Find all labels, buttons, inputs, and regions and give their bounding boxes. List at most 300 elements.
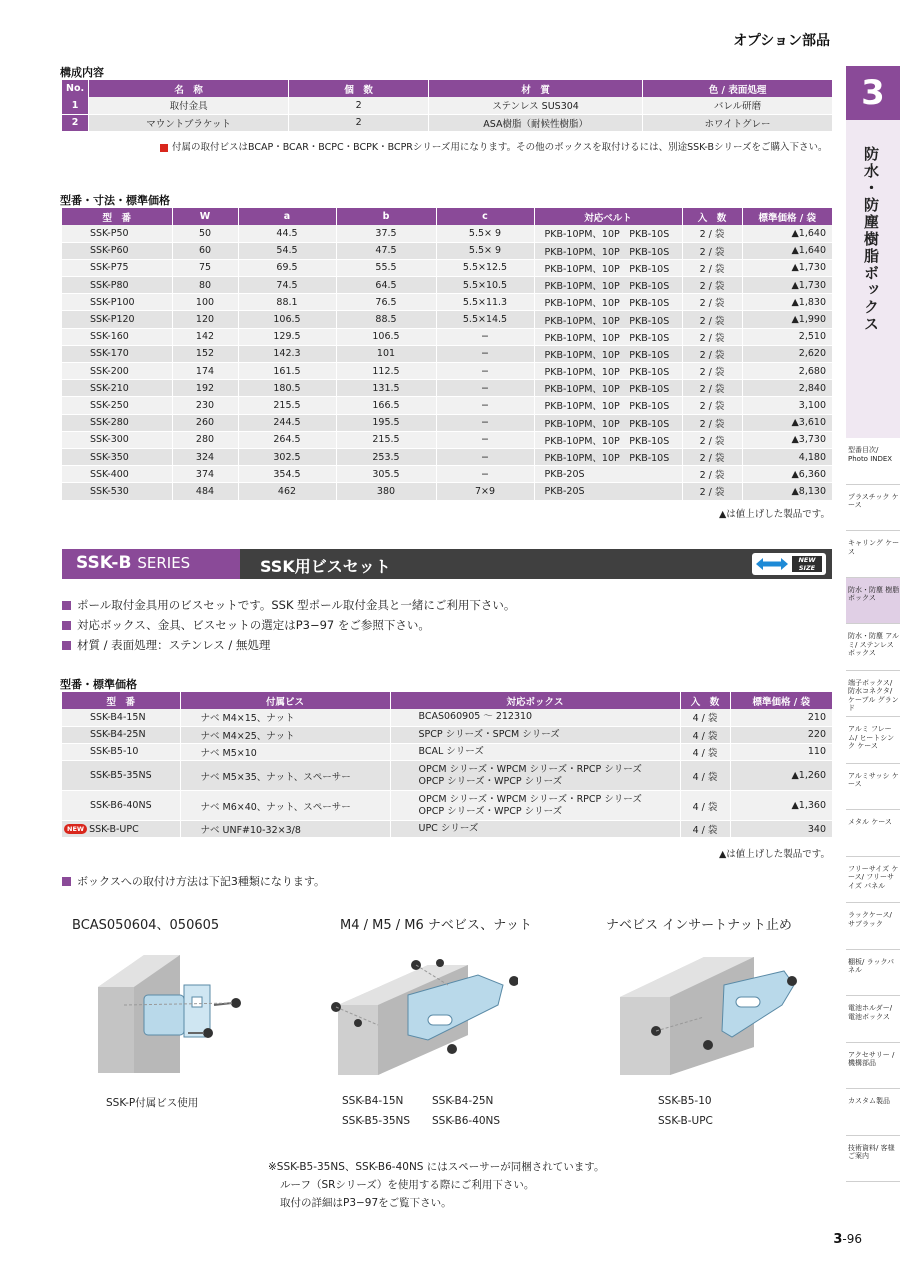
cell-box — [390, 743, 680, 760]
cell-price: 220 — [730, 726, 832, 743]
cell-model-text: SSK-B5-35NS — [90, 770, 152, 782]
cell-belt: PKB-10PM、10P PKB-10S — [534, 259, 682, 276]
red-square-icon — [160, 144, 168, 152]
cell-model: SSK-200 — [62, 363, 172, 380]
cell-pack: 2 / 袋 — [682, 225, 742, 242]
cell-a: 44.5 — [238, 225, 336, 242]
cell-model: SSK-P50 — [62, 225, 172, 242]
cell-belt: PKB-10PM、10P PKB-10S — [534, 380, 682, 397]
new-badge: NEW — [64, 824, 87, 834]
cell-w: 80 — [172, 277, 238, 294]
cell-price: ▲1,360 — [730, 791, 832, 821]
col-belt: 対応ベルト — [534, 208, 682, 225]
cell-name: マウントブラケット — [89, 114, 289, 131]
cell-screw: ナベ UNF#10-32×3/8 — [180, 821, 390, 838]
cell-model — [62, 791, 180, 821]
series-tag — [62, 549, 240, 579]
table-row — [62, 328, 832, 345]
mounting-note-text: ボックスへの取付け方法は下記3種類になります。 — [77, 875, 326, 888]
ssk-price-note: ▲は値上げした製品です。 — [718, 509, 830, 520]
cell-c: 5.5×14.5 — [436, 311, 534, 328]
chapter-title: 防水・防塵樹脂ボックス — [862, 146, 880, 333]
table-row — [62, 242, 832, 259]
table-row — [62, 709, 832, 726]
sidebar-nav — [846, 438, 900, 1182]
sidebar-nav-item[interactable]: カスタム製品 — [846, 1089, 900, 1136]
cell-belt: PKB-20S — [534, 466, 682, 483]
cell-price: 2,620 — [742, 345, 832, 362]
page-chapter: 3 — [833, 1232, 843, 1247]
footnote-line: 取付の詳細はP3−97をご覧下さい。 — [280, 1197, 452, 1209]
cell-pack: 4 / 袋 — [680, 791, 730, 821]
diagram-2-caption-4: SSK-B6-40NS — [432, 1115, 501, 1127]
cell-a: 106.5 — [238, 311, 336, 328]
cell-c: 5.5× 9 — [436, 242, 534, 259]
cell-w: 374 — [172, 466, 238, 483]
bullet-item — [62, 637, 515, 657]
cell-b: 166.5 — [336, 397, 436, 414]
diagram-1-caption: SSK-P付属ビス使用 — [106, 1097, 199, 1109]
cell-price: ▲3,730 — [742, 431, 832, 448]
cell-c: − — [436, 448, 534, 465]
cell-model: SSK-210 — [62, 380, 172, 397]
cell-a: 129.5 — [238, 328, 336, 345]
diagram-2-caption-3: SSK-B5-35NS — [342, 1115, 411, 1127]
table-row — [62, 277, 832, 294]
cell-box — [390, 726, 680, 743]
cell-belt: PKB-10PM、10P PKB-10S — [534, 448, 682, 465]
cell-c: − — [436, 380, 534, 397]
cell-pack: 4 / 袋 — [680, 726, 730, 743]
cell-b: 47.5 — [336, 242, 436, 259]
cell-finish: ホワイトグレー — [643, 114, 832, 131]
cell-price: ▲1,730 — [742, 277, 832, 294]
cell-a: 142.3 — [238, 345, 336, 362]
cell-b: 112.5 — [336, 363, 436, 380]
cell-price: 2,680 — [742, 363, 832, 380]
cell-belt: PKB-10PM、10P PKB-10S — [534, 345, 682, 362]
series-header-bar — [62, 549, 832, 579]
table-row — [62, 97, 832, 114]
cell-box-line: SPCP シリーズ・SPCM シリーズ — [418, 728, 560, 740]
cell-screw: ナベ M6×40、ナット、スペーサー — [180, 791, 390, 821]
sidebar-nav-item[interactable]: アルミ フレーム/ ヒートシンク ケース — [846, 717, 900, 764]
cell-a: 354.5 — [238, 466, 336, 483]
bullet-text: 対応ボックス、金具、ビスセットの選定はP3−97 をご参照下さい。 — [77, 618, 430, 632]
bullet-item — [62, 617, 515, 637]
cell-w: 50 — [172, 225, 238, 242]
double-arrow-icon — [756, 558, 788, 570]
cell-b: 131.5 — [336, 380, 436, 397]
cell-model: SSK-350 — [62, 448, 172, 465]
cell-model: SSK-280 — [62, 414, 172, 431]
series-tag-suffix: SERIES — [137, 554, 191, 572]
series-title: SSK用ビスセット — [260, 557, 391, 576]
sidebar-nav-item[interactable]: 防水・防塵 樹脂ボックス — [846, 578, 900, 625]
page-number — [833, 1232, 862, 1247]
new-size-label — [792, 556, 822, 572]
sidebar-nav-item[interactable]: フリーサイズ ケース/ フリーサイズ パネル — [846, 857, 900, 904]
cell-pack: 4 / 袋 — [680, 743, 730, 760]
cell-model: SSK-400 — [62, 466, 172, 483]
table-row — [62, 294, 832, 311]
cell-model: SSK-170 — [62, 345, 172, 362]
cell-b: 101 — [336, 345, 436, 362]
cell-model: SSK-P60 — [62, 242, 172, 259]
cell-box-line: OPCP シリーズ・WPCP シリーズ — [418, 805, 563, 817]
cell-box-line: UPC シリーズ — [418, 823, 479, 835]
diagram-1-title: BCAS050604、050605 — [72, 918, 220, 933]
sidebar-nav-item[interactable]: 型番目次/ Photo INDEX — [846, 438, 900, 485]
col-model: 型 番 — [62, 208, 172, 225]
cell-w: 75 — [172, 259, 238, 276]
composition-note — [160, 139, 828, 153]
cell-model: SSK-250 — [62, 397, 172, 414]
cell-finish: バレル研磨 — [643, 97, 832, 114]
cell-price: ▲1,640 — [742, 242, 832, 259]
sidebar-nav-item[interactable]: 電池ホルダー/ 電池ボックス — [846, 996, 900, 1043]
cell-price: ▲1,830 — [742, 294, 832, 311]
cell-pack: 4 / 袋 — [680, 709, 730, 726]
new-size-label-line1: NEW — [798, 556, 816, 564]
cell-w: 60 — [172, 242, 238, 259]
cell-box — [390, 761, 680, 791]
col-c: c — [436, 208, 534, 225]
cell-w: 152 — [172, 345, 238, 362]
cell-pack: 2 / 袋 — [682, 294, 742, 311]
cell-price: 2,510 — [742, 328, 832, 345]
purple-square-icon — [62, 641, 71, 650]
diagram-3-title: ナベビス インサートナット止め — [606, 918, 792, 933]
table-row — [62, 821, 832, 838]
composition-note-text: 付属の取付ビスはBCAP・BCAR・BCPC・BCPK・BCPRシリーズ用になります。その他のボックスを取付けるには、別途SSK-Bシリーズをご購入下さい。 — [172, 142, 828, 153]
cell-model-text: SSK-B5-10 — [90, 746, 139, 758]
cell-model — [62, 761, 180, 791]
cell-name: 取付金具 — [89, 97, 289, 114]
table-row — [62, 743, 832, 760]
sidebar-nav-item[interactable]: アクセサリー /機構部品 — [846, 1043, 900, 1090]
footnote — [268, 1158, 604, 1212]
cell-price: 4,180 — [742, 448, 832, 465]
cell-a: 462 — [238, 483, 336, 500]
cell-a: 88.1 — [238, 294, 336, 311]
cell-pack: 2 / 袋 — [682, 277, 742, 294]
cell-a: 74.5 — [238, 277, 336, 294]
cell-box — [390, 709, 680, 726]
cell-c: 7×9 — [436, 483, 534, 500]
cell-b: 215.5 — [336, 431, 436, 448]
cell-w: 324 — [172, 448, 238, 465]
table-row — [62, 791, 832, 821]
page-category: オプション部品 — [733, 33, 830, 49]
cell-b: 88.5 — [336, 311, 436, 328]
col-finish: 色 / 表面処理 — [643, 80, 832, 97]
series-tag-text: SSK-B — [76, 553, 132, 573]
table-row — [62, 363, 832, 380]
table-row — [62, 726, 832, 743]
cell-price: ▲1,990 — [742, 311, 832, 328]
cell-box-line: BCAS060905 〜 212310 — [418, 711, 533, 723]
cell-box-line: BCAL シリーズ — [418, 745, 484, 757]
diagram-1-illustration — [84, 945, 264, 1085]
cell-pack: 2 / 袋 — [682, 397, 742, 414]
cell-screw: ナベ M4×15、ナット — [180, 709, 390, 726]
ssk-spec-table — [62, 208, 832, 501]
table-row — [62, 448, 832, 465]
bullet-text: 材質 / 表面処理：ステンレス / 無処理 — [77, 638, 271, 652]
cell-w: 230 — [172, 397, 238, 414]
table-row — [62, 259, 832, 276]
cell-belt: PKB-10PM、10P PKB-10S — [534, 225, 682, 242]
cell-pack: 2 / 袋 — [682, 380, 742, 397]
cell-price: 210 — [730, 709, 832, 726]
table-row — [62, 345, 832, 362]
cell-price: 2,840 — [742, 380, 832, 397]
cell-belt: PKB-10PM、10P PKB-10S — [534, 242, 682, 259]
cell-b: 37.5 — [336, 225, 436, 242]
page-separator: - — [842, 1232, 847, 1246]
col-pack: 入 数 — [682, 208, 742, 225]
cell-model: SSK-P75 — [62, 259, 172, 276]
cell-model-text: SSK-B6-40NS — [90, 800, 152, 812]
cell-model — [62, 726, 180, 743]
cell-screw: ナベ M4×25、ナット — [180, 726, 390, 743]
bullet-item — [62, 597, 515, 617]
cell-model: SSK-P80 — [62, 277, 172, 294]
cell-w: 484 — [172, 483, 238, 500]
cell-price: ▲1,260 — [730, 761, 832, 791]
col-price: 標準価格 / 袋 — [742, 208, 832, 225]
cell-model — [62, 821, 180, 838]
col-b: b — [336, 208, 436, 225]
col-pack: 入 数 — [680, 692, 730, 709]
cell-belt: PKB-10PM、10P PKB-10S — [534, 414, 682, 431]
table-row — [62, 311, 832, 328]
cell-belt: PKB-10PM、10P PKB-10S — [534, 397, 682, 414]
cell-material: ステンレス SUS304 — [429, 97, 643, 114]
cell-pack: 2 / 袋 — [682, 363, 742, 380]
cell-model-text: SSK-B-UPC — [89, 823, 139, 835]
cell-no: 1 — [62, 97, 89, 114]
sskb-price-table — [62, 692, 832, 838]
cell-price: ▲3,610 — [742, 414, 832, 431]
cell-price: 3,100 — [742, 397, 832, 414]
cell-c: − — [436, 328, 534, 345]
col-w: W — [172, 208, 238, 225]
chapter-number: 3 — [846, 66, 900, 120]
cell-qty: 2 — [289, 97, 429, 114]
cell-screw: ナベ M5×35、ナット、スペーサー — [180, 761, 390, 791]
cell-c: − — [436, 466, 534, 483]
col-a: a — [238, 208, 336, 225]
sidebar-nav-item[interactable]: メタル ケース — [846, 810, 900, 857]
cell-a: 161.5 — [238, 363, 336, 380]
col-screw: 付属ビス — [180, 692, 390, 709]
composition-table — [62, 80, 832, 132]
cell-price: ▲1,730 — [742, 259, 832, 276]
cell-model — [62, 743, 180, 760]
diagram-2-illustration — [318, 945, 518, 1085]
cell-b: 76.5 — [336, 294, 436, 311]
cell-b: 106.5 — [336, 328, 436, 345]
cell-c: 5.5×11.3 — [436, 294, 534, 311]
cell-c: − — [436, 363, 534, 380]
cell-model: SSK-P120 — [62, 311, 172, 328]
cell-box — [390, 791, 680, 821]
sidebar-nav-item[interactable]: ラックケース/ サブラック — [846, 903, 900, 950]
cell-b: 305.5 — [336, 466, 436, 483]
sidebar-nav-item[interactable]: 技術資料/ 客様ご案内 — [846, 1136, 900, 1183]
cell-pack: 2 / 袋 — [682, 414, 742, 431]
cell-pack: 4 / 袋 — [680, 821, 730, 838]
cell-w: 280 — [172, 431, 238, 448]
cell-qty: 2 — [289, 114, 429, 131]
col-qty: 個 数 — [289, 80, 429, 97]
bullet-text: ポール取付金具用のビスセットです。SSK 型ポール取付金具と一緒にご利用下さい。 — [77, 598, 516, 612]
cell-screw: ナベ M5×10 — [180, 743, 390, 760]
table-row — [62, 483, 832, 500]
sskb-table-title: 型番・標準価格 — [60, 678, 137, 691]
cell-w: 100 — [172, 294, 238, 311]
ssk-table-title: 型番・寸法・標準価格 — [60, 194, 170, 207]
cell-model-text: SSK-B4-25N — [90, 729, 146, 741]
footnote-line: ルーフ（SRシリーズ）を使用する際にご利用下さい。 — [280, 1179, 535, 1191]
feature-bullets — [62, 597, 515, 657]
cell-a: 54.5 — [238, 242, 336, 259]
cell-pack: 2 / 袋 — [682, 345, 742, 362]
cell-b: 64.5 — [336, 277, 436, 294]
cell-box — [390, 821, 680, 838]
cell-no: 2 — [62, 114, 89, 131]
sidebar-nav-item[interactable]: アルミサッシ ケース — [846, 764, 900, 811]
footnote-line: ※SSK-B5-35NS、SSK-B6-40NS にはスペーサーが同梱されています。 — [268, 1161, 605, 1173]
cell-box-line: OPCM シリーズ・WPCM シリーズ・RPCP シリーズ — [418, 793, 642, 805]
cell-a: 244.5 — [238, 414, 336, 431]
diagram-3-caption-1: SSK-B5-10 — [658, 1095, 712, 1107]
cell-a: 264.5 — [238, 431, 336, 448]
cell-box-line: OPCM シリーズ・WPCM シリーズ・RPCP シリーズ — [418, 763, 642, 775]
cell-price: 110 — [730, 743, 832, 760]
page-num-value: 96 — [846, 1232, 862, 1246]
diagram-3-caption-2: SSK-B-UPC — [658, 1115, 713, 1127]
col-name: 名 称 — [89, 80, 289, 97]
table-row — [62, 466, 832, 483]
cell-w: 174 — [172, 363, 238, 380]
cell-box-line: OPCP シリーズ・WPCP シリーズ — [418, 775, 563, 787]
cell-w: 192 — [172, 380, 238, 397]
sidebar-nav-item[interactable]: 端子ボックス/ 防水コネクタ/ ケーブル グランド — [846, 671, 900, 718]
cell-belt: PKB-10PM、10P PKB-10S — [534, 311, 682, 328]
cell-c: 5.5×10.5 — [436, 277, 534, 294]
cell-pack: 2 / 袋 — [682, 431, 742, 448]
cell-model: SSK-530 — [62, 483, 172, 500]
cell-price: 340 — [730, 821, 832, 838]
cell-pack: 2 / 袋 — [682, 328, 742, 345]
cell-model-text: SSK-B4-15N — [90, 711, 146, 723]
cell-pack: 2 / 袋 — [682, 311, 742, 328]
cell-b: 195.5 — [336, 414, 436, 431]
cell-w: 142 — [172, 328, 238, 345]
diagram-2-caption-1: SSK-B4-15N — [342, 1095, 404, 1107]
cell-material: ASA樹脂（耐候性樹脂） — [429, 114, 643, 131]
sidebar-nav-item[interactable]: プラスチック ケース — [846, 485, 900, 532]
cell-pack: 2 / 袋 — [682, 483, 742, 500]
table-row — [62, 225, 832, 242]
cell-w: 260 — [172, 414, 238, 431]
cell-model: SSK-P100 — [62, 294, 172, 311]
cell-model: SSK-300 — [62, 431, 172, 448]
composition-title: 構成内容 — [60, 66, 104, 79]
sidebar-nav-item[interactable]: 防水・防塵 アルミ/ ステンレス ボックス — [846, 624, 900, 671]
cell-c: 5.5×12.5 — [436, 259, 534, 276]
diagram-2-title: M4 / M5 / M6 ナベビス、ナット — [340, 918, 533, 933]
cell-c: − — [436, 345, 534, 362]
cell-belt: PKB-10PM、10P PKB-10S — [534, 277, 682, 294]
cell-a: 180.5 — [238, 380, 336, 397]
col-box: 対応ボックス — [390, 692, 680, 709]
cell-w: 120 — [172, 311, 238, 328]
cell-a: 215.5 — [238, 397, 336, 414]
cell-pack: 2 / 袋 — [682, 259, 742, 276]
table-row — [62, 414, 832, 431]
table-row — [62, 761, 832, 791]
cell-b: 253.5 — [336, 448, 436, 465]
cell-belt: PKB-20S — [534, 483, 682, 500]
cell-pack: 4 / 袋 — [680, 761, 730, 791]
cell-belt: PKB-10PM、10P PKB-10S — [534, 294, 682, 311]
diagram-3-illustration — [604, 945, 804, 1085]
cell-c: − — [436, 414, 534, 431]
col-no: No. — [62, 80, 89, 97]
cell-belt: PKB-10PM、10P PKB-10S — [534, 328, 682, 345]
cell-price: ▲6,360 — [742, 466, 832, 483]
sidebar-nav-item[interactable]: 棚板/ ラックパネル — [846, 950, 900, 997]
cell-c: − — [436, 397, 534, 414]
table-row — [62, 380, 832, 397]
mounting-note — [62, 873, 325, 889]
cell-price: ▲1,640 — [742, 225, 832, 242]
purple-square-icon — [62, 877, 71, 886]
purple-square-icon — [62, 601, 71, 610]
table-row — [62, 397, 832, 414]
cell-model — [62, 709, 180, 726]
cell-a: 302.5 — [238, 448, 336, 465]
new-size-badge — [752, 553, 826, 575]
cell-model: SSK-160 — [62, 328, 172, 345]
cell-a: 69.5 — [238, 259, 336, 276]
cell-b: 55.5 — [336, 259, 436, 276]
cell-c: 5.5× 9 — [436, 225, 534, 242]
cell-belt: PKB-10PM、10P PKB-10S — [534, 363, 682, 380]
cell-pack: 2 / 袋 — [682, 448, 742, 465]
col-material: 材 質 — [429, 80, 643, 97]
col-model: 型 番 — [62, 692, 180, 709]
cell-c: − — [436, 431, 534, 448]
col-price: 標準価格 / 袋 — [730, 692, 832, 709]
table-row — [62, 114, 832, 131]
purple-square-icon — [62, 621, 71, 630]
cell-belt: PKB-10PM、10P PKB-10S — [534, 431, 682, 448]
sskb-price-note: ▲は値上げした製品です。 — [718, 849, 830, 860]
diagram-2-caption-2: SSK-B4-25N — [432, 1095, 494, 1107]
sidebar-nav-item[interactable]: キャリング ケース — [846, 531, 900, 578]
table-row — [62, 431, 832, 448]
cell-pack: 2 / 袋 — [682, 242, 742, 259]
cell-b: 380 — [336, 483, 436, 500]
cell-pack: 2 / 袋 — [682, 466, 742, 483]
new-size-label-line2: SIZE — [798, 564, 816, 572]
cell-price: ▲8,130 — [742, 483, 832, 500]
